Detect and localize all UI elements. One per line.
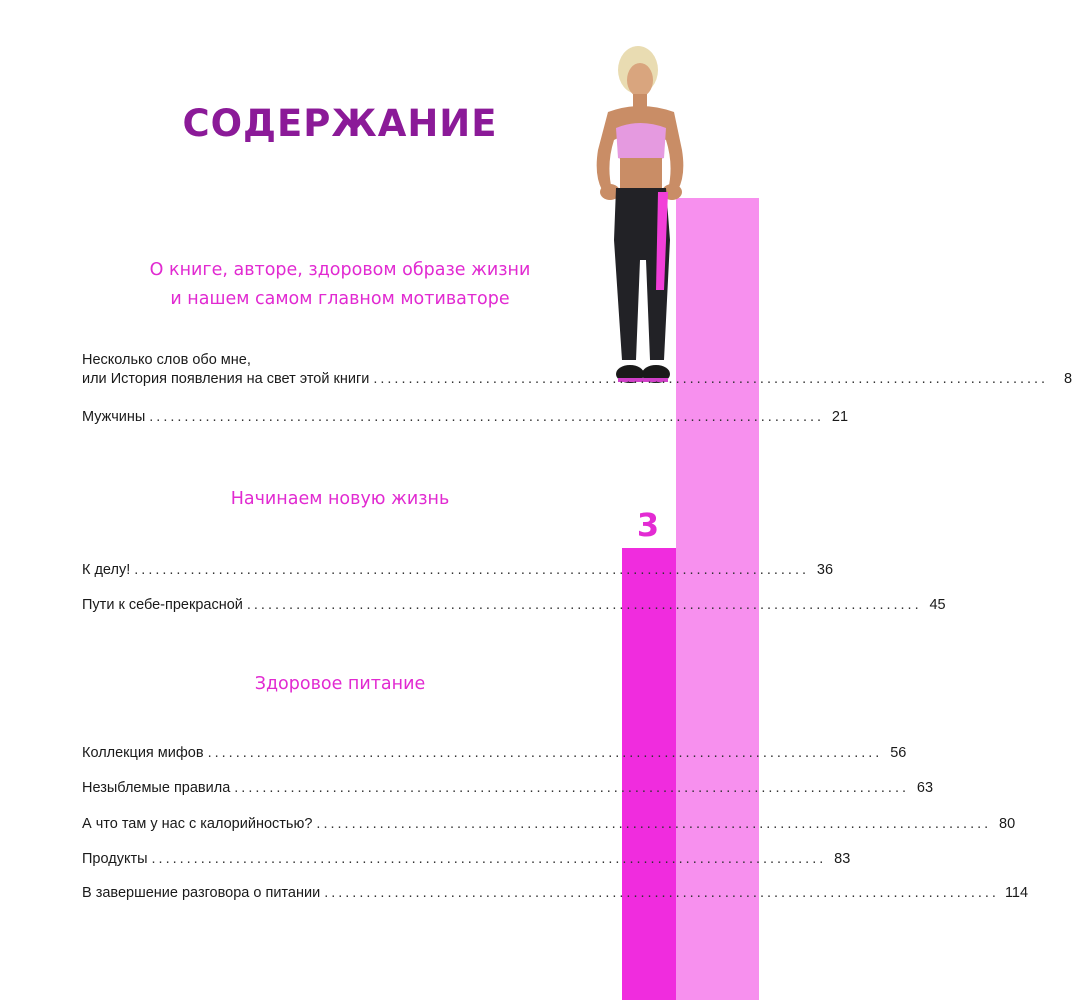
decorative-bar-dark: [622, 548, 676, 1000]
dot-leader: ................................................................................................: [316, 816, 992, 832]
toc-entry-title: А что там у нас с калорийностью?: [82, 816, 313, 832]
dot-leader: ................................................................................................: [246, 597, 922, 613]
author-photo: [578, 40, 696, 400]
toc-page-number: 36: [816, 562, 834, 578]
toc-entry[interactable]: [82, 884, 1029, 903]
toc-entry-title: или История появления на свет этой книги: [82, 371, 370, 387]
toc-entry[interactable]: [82, 815, 1016, 834]
toc-entry-title: В завершение разговора о питании: [82, 885, 321, 901]
toc-entry[interactable]: [82, 596, 946, 615]
page-title: СОДЕРЖАНИЕ: [182, 102, 498, 145]
toc-entry-line: Несколько слов обо мне,: [82, 352, 251, 368]
toc-entry-title: Коллекция мифов: [82, 745, 204, 761]
toc-page-number: 56: [890, 745, 907, 761]
dot-leader: ................................................................................................: [134, 562, 810, 578]
dot-leader: ................................................................................................: [373, 371, 1049, 387]
section-heading-line: Здоровое питание: [254, 674, 426, 694]
toc-entry-title: Незыблемые правила: [82, 780, 231, 796]
page-number: 3: [636, 506, 660, 544]
toc-page-number: 114: [1004, 885, 1029, 901]
toc-entry-title: Продукты: [82, 851, 148, 867]
toc-page-number: 80: [999, 816, 1016, 832]
toc-entry[interactable]: [82, 744, 907, 763]
toc-entry[interactable]: [82, 561, 834, 580]
toc-page-number: 21: [831, 409, 849, 425]
toc-entry-title: Пути к себе-прекрасной: [82, 597, 243, 613]
toc-page-number: 63: [916, 780, 934, 796]
section-heading: [80, 256, 600, 314]
toc-entry[interactable]: [82, 850, 851, 869]
toc-entry-title: Мужчины: [82, 409, 146, 425]
dot-leader: ................................................................................................: [151, 851, 827, 867]
toc-page-number: 83: [834, 851, 851, 867]
section-heading: [80, 670, 600, 699]
section-heading-line: О книге, авторе, здоровом образе жизни: [149, 260, 531, 280]
section-heading-line: и нашем самом главном мотиваторе: [170, 289, 510, 309]
section-heading: [80, 485, 600, 514]
toc-page-number: 45: [929, 597, 946, 613]
section-heading-line: Начинаем новую жизнь: [230, 489, 450, 509]
toc-entry[interactable]: [82, 408, 849, 427]
toc-entry[interactable]: [82, 351, 1072, 389]
dot-leader: ................................................................................................: [234, 780, 910, 796]
dot-leader: ................................................................................................: [324, 885, 999, 901]
toc-entry[interactable]: [82, 779, 934, 798]
toc-entry-title: К делу!: [82, 562, 131, 578]
dot-leader: ................................................................................................: [207, 745, 883, 761]
toc-page-number: 8: [1064, 371, 1072, 387]
dot-leader: ................................................................................................: [149, 409, 825, 425]
